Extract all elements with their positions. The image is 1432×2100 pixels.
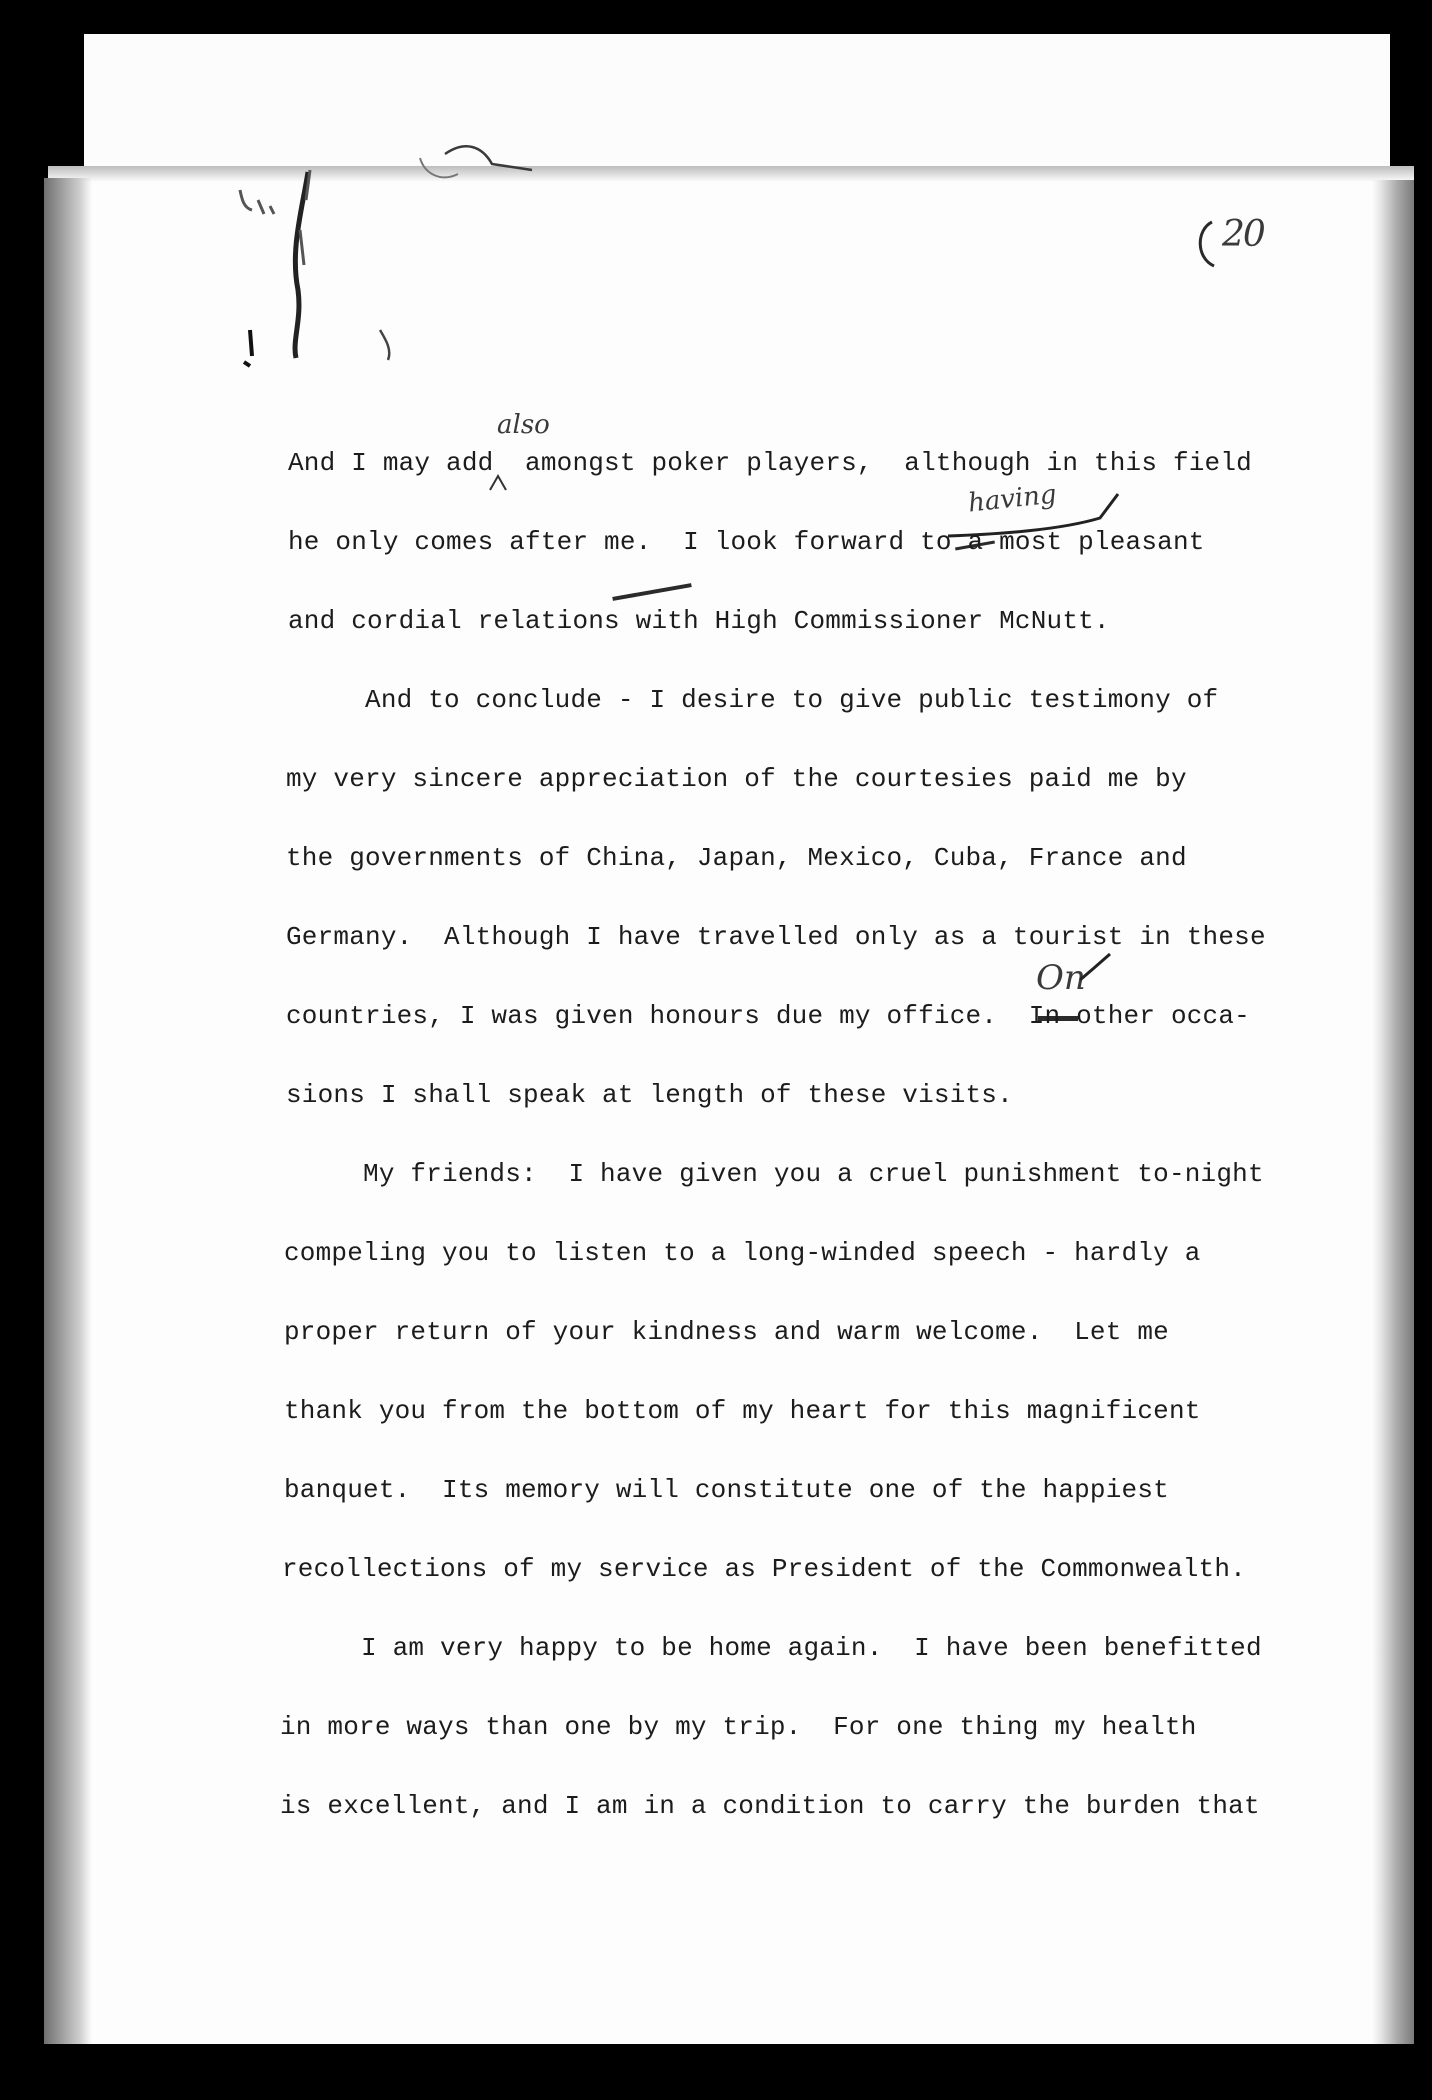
annotation-on: On [1036,958,1086,998]
left-margin-shadow [44,178,92,2044]
text-line: thank you from the bottom of my heart for this magnificent [284,1396,1201,1426]
right-margin-shadow [1372,180,1414,2044]
text-line: And I may add amongst poker players, although in this field [288,448,1252,478]
text-line: I am very happy to be home again. I have been benefitted [282,1633,1262,1663]
text-line: compeling you to listen to a long-winded speech - hardly a [284,1238,1201,1268]
margin-scribbles [220,130,560,370]
page-number: 20 [1222,214,1264,255]
text-line: banquet. Its memory will constitute one of the happiest [284,1475,1169,1505]
text-line: recollections of my service as President of the Commonwealth. [282,1554,1246,1584]
text-line: he only comes after me. I look forward to a most pleasant [288,527,1205,557]
text-line: proper return of your kindness and warm welcome. Let me [284,1317,1169,1347]
annotation-also: also [497,410,550,440]
annotation-having: having [966,479,1058,519]
text-line: the governments of China, Japan, Mexico, Cuba, France and [286,843,1187,873]
text-line: in more ways than one by my trip. For one thing my health [280,1712,1197,1742]
typed-text-body [282,438,1322,1860]
text-line: and cordial relations with High Commissioner McNutt. [288,606,1110,636]
text-line: And to conclude - I desire to give public testimony of [286,685,1219,715]
text-line: countries, I was given honours due my office. In other occa- [286,1001,1250,1031]
text-line: sions I shall speak at length of these visits. [286,1080,1013,1110]
text-line: My friends: I have given you a cruel punishment to-night [284,1159,1264,1189]
text-line: Germany. Although I have travelled only as a tourist in these [286,922,1266,952]
text-line: is excellent, and I am in a condition to carry the burden that [280,1791,1260,1821]
text-line: my very sincere appreciation of the courtesies paid me by [286,764,1187,794]
